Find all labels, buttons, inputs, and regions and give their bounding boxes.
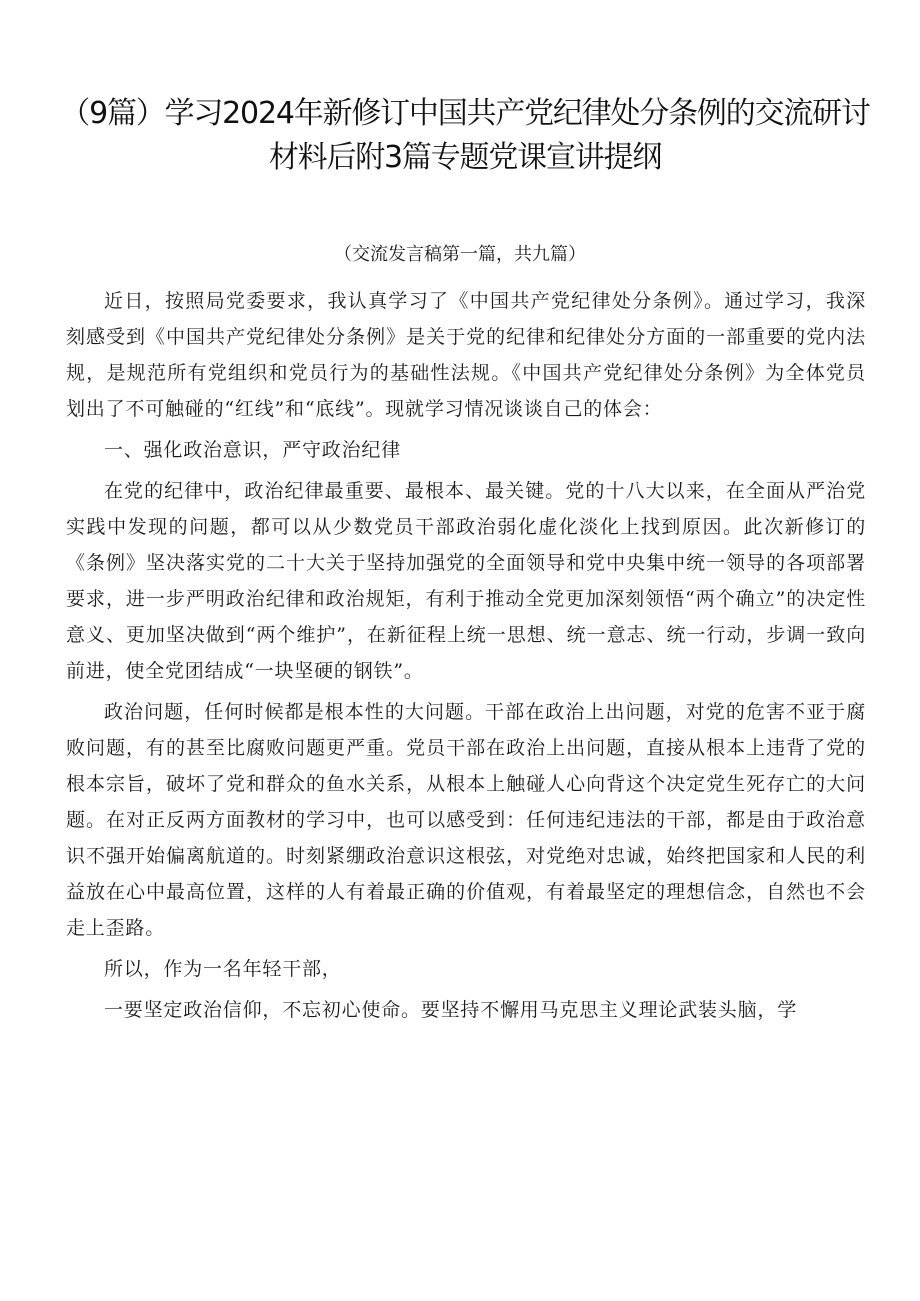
paragraph-young-cadre: 所以，作为一名年轻干部， xyxy=(104,958,342,980)
document-body xyxy=(66,283,866,1028)
document-title: （9篇）学习2024年新修订中国共产党纪律处分条例的交流研讨材料后附3篇专题党课宣讲提纲 xyxy=(60,96,870,175)
paragraph-political-issues: 政治问题，任何时候都是根本性的大问题。干部在政治上出问题，对党的危害不亚于腐败问题，有的甚至比腐败问题更严重。党员干部在政治上出问题，直接从根本上违背了党的根本宗旨，破坏了党和群众的鱼水关系，从根本上触碰人心向背这个决定党生死存亡的大问题。在对正反两方面教材的学习中，也可以感受到：任何违纪违法的干部，都是由于政治意识不强开始偏离航道的。时刻紧绷政治意识这根弦，对党绝对忠诚，始终把国家和人民的利益放在心中最高位置，这样的人有着最正确的价值观，有着最坚定的理想信念，自然也不会走上歪路。 xyxy=(66,701,866,939)
paragraph-political-discipline: 在党的纪律中，政治纪律最重要、最根本、最关键。党的十八大以来，在全面从严治党实践中发现的问题，都可以从少数党员干部政治弱化虚化淡化上找到原因。此次新修订的《条例》坚决落实党的二十大关于坚持加强党的全面领导和党中央集中统一领导的各项部署要求，进一步严明政治纪律和政治规矩，有利于推动全党更加深刻领悟“两个确立”的决定性意义、更加坚决做到“两个维护”，在新征程上统一思想、统一意志、统一行动，步调一致向前进，使全党团结成“一块坚硬的钢铁”。 xyxy=(66,480,866,682)
document-subtitle: （交流发言稿第一篇，共九篇） xyxy=(334,244,586,265)
section-heading-1: 一、强化政治意识，严守政治纪律 xyxy=(104,439,402,461)
paragraph-intro: 近日，按照局党委要求，我认真学习了《中国共产党纪律处分条例》。通过学习，我深刻感受到《中国共产党纪律处分条例》是关于党的纪律和纪律处分方面的一部重要的党内法规，是规范所有党组织和党员行为的基础性法规。《中国共产党纪律处分条例》为全体党员划出了不可触碰的“红线”和“底线”。现就学习情况谈谈自己的体会： xyxy=(66,290,866,420)
paragraph-first-requirement: 一要坚定政治信仰，不忘初心使命。要坚持不懈用马克思主义理论武装头脑，学 xyxy=(104,999,798,1021)
